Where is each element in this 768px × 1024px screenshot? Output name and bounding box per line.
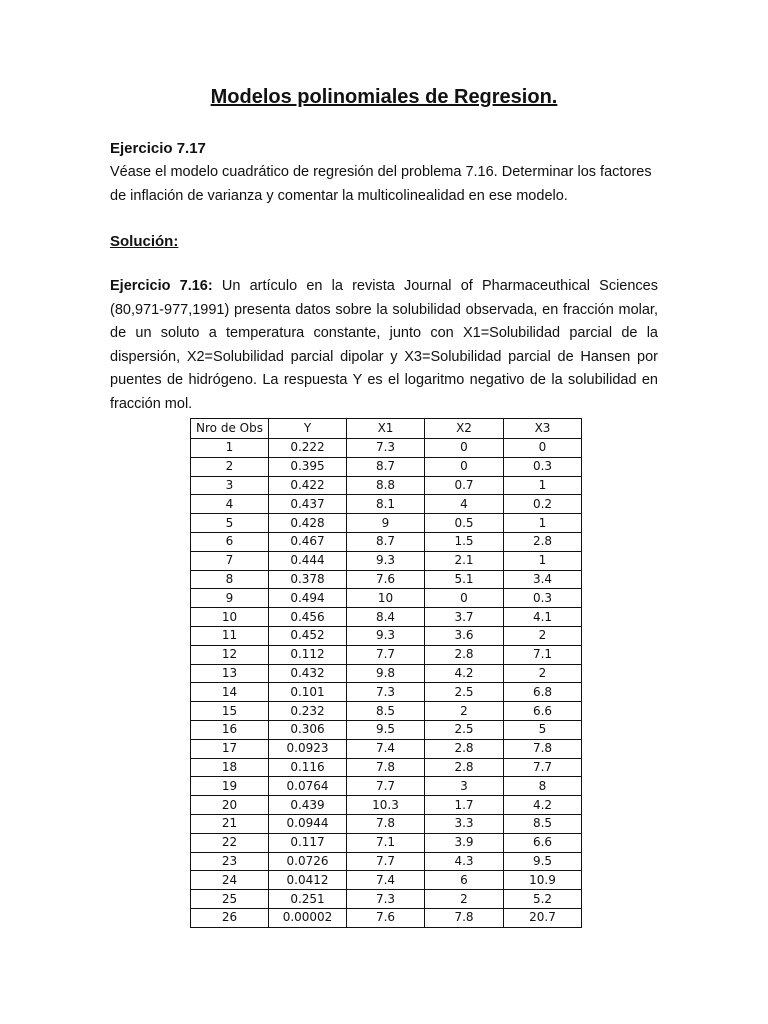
cell-x1: 7.7 [347,645,425,664]
cell-x1: 8.8 [347,476,425,495]
cell-x3: 5.2 [504,890,582,909]
cell-y: 0.101 [269,683,347,702]
cell-x1: 8.5 [347,702,425,721]
cell-x2: 3.6 [425,626,504,645]
cell-obs: 1 [191,439,269,458]
cell-x2: 0 [425,457,504,476]
cell-obs: 11 [191,626,269,645]
cell-obs: 12 [191,645,269,664]
cell-x2: 0.5 [425,514,504,533]
cell-x3: 10.9 [504,871,582,890]
cell-y: 0.117 [269,833,347,852]
cell-obs: 18 [191,758,269,777]
cell-x1: 7.8 [347,814,425,833]
cell-x3: 6.6 [504,833,582,852]
cell-x3: 8.5 [504,814,582,833]
cell-x1: 7.3 [347,439,425,458]
cell-x3: 6.6 [504,702,582,721]
cell-x1: 7.3 [347,683,425,702]
cell-x3: 4.1 [504,608,582,627]
cell-x2: 3 [425,777,504,796]
cell-x3: 2.8 [504,532,582,551]
cell-y: 0.112 [269,645,347,664]
cell-x1: 7.7 [347,852,425,871]
cell-x1: 7.3 [347,890,425,909]
table-row [191,664,582,683]
cell-obs: 25 [191,890,269,909]
cell-x3: 20.7 [504,908,582,927]
table-row [191,457,582,476]
cell-x2: 1.7 [425,796,504,815]
table-row [191,495,582,514]
cell-y: 0.251 [269,890,347,909]
cell-x1: 9 [347,514,425,533]
cell-obs: 7 [191,551,269,570]
table-row [191,514,582,533]
cell-y: 0.444 [269,551,347,570]
cell-obs: 14 [191,683,269,702]
cell-y: 0.0944 [269,814,347,833]
cell-x2: 4.3 [425,852,504,871]
cell-y: 0.428 [269,514,347,533]
cell-x1: 7.7 [347,777,425,796]
cell-x3: 9.5 [504,852,582,871]
cell-x2: 1.5 [425,532,504,551]
cell-y: 0.232 [269,702,347,721]
cell-obs: 13 [191,664,269,683]
cell-obs: 4 [191,495,269,514]
cell-x2: 2 [425,890,504,909]
cell-x1: 7.4 [347,871,425,890]
cell-obs: 3 [191,476,269,495]
cell-obs: 16 [191,720,269,739]
table-row [191,608,582,627]
cell-x1: 7.6 [347,908,425,927]
cell-x3: 0 [504,439,582,458]
data-table-container [190,418,582,928]
cell-y: 0.456 [269,608,347,627]
cell-x3: 0.2 [504,495,582,514]
cell-x1: 7.1 [347,833,425,852]
cell-obs: 15 [191,702,269,721]
cell-x2: 5.1 [425,570,504,589]
cell-obs: 19 [191,777,269,796]
problem-statement [110,275,658,416]
cell-obs: 26 [191,908,269,927]
cell-x1: 8.7 [347,457,425,476]
cell-x2: 3.7 [425,608,504,627]
table-row [191,720,582,739]
cell-x1: 10 [347,589,425,608]
cell-x1: 8.1 [347,495,425,514]
page-title: Modelos polinomiales de Regresion. [210,86,558,108]
cell-x2: 2.1 [425,551,504,570]
cell-x2: 7.8 [425,908,504,927]
cell-obs: 10 [191,608,269,627]
cell-x2: 2.8 [425,645,504,664]
cell-x2: 0.7 [425,476,504,495]
table-row [191,796,582,815]
cell-x3: 8 [504,777,582,796]
table-row [191,626,582,645]
cell-obs: 2 [191,457,269,476]
cell-x3: 2 [504,626,582,645]
table-row [191,758,582,777]
cell-x2: 2.5 [425,683,504,702]
cell-x2: 3.9 [425,833,504,852]
table-row [191,739,582,758]
cell-x3: 1 [504,551,582,570]
data-table [190,418,582,928]
cell-x3: 5 [504,720,582,739]
cell-y: 0.116 [269,758,347,777]
header-x1: X1 [347,419,425,439]
cell-x2: 3.3 [425,814,504,833]
table-row [191,683,582,702]
cell-obs: 21 [191,814,269,833]
table-row [191,871,582,890]
cell-x3: 0.3 [504,457,582,476]
cell-x1: 7.6 [347,570,425,589]
header-nro-obs: Nro de Obs [191,419,269,439]
cell-y: 0.378 [269,570,347,589]
cell-x2: 4 [425,495,504,514]
cell-y: 0.467 [269,532,347,551]
table-row [191,852,582,871]
cell-y: 0.494 [269,589,347,608]
exercise-heading: Ejercicio 7.17 [110,140,206,157]
cell-x1: 10.3 [347,796,425,815]
cell-x3: 6.8 [504,683,582,702]
cell-obs: 22 [191,833,269,852]
table-row [191,589,582,608]
cell-y: 0.437 [269,495,347,514]
cell-x3: 0.3 [504,589,582,608]
cell-obs: 23 [191,852,269,871]
table-header-row [191,419,582,439]
cell-x3: 1 [504,476,582,495]
table-row [191,645,582,664]
cell-x1: 7.8 [347,758,425,777]
table-row [191,833,582,852]
problem-label: Ejercicio 7.16: [110,278,213,294]
cell-x2: 2.8 [425,739,504,758]
table-row [191,890,582,909]
cell-obs: 9 [191,589,269,608]
table-row [191,532,582,551]
cell-x3: 4.2 [504,796,582,815]
cell-y: 0.395 [269,457,347,476]
cell-y: 0.439 [269,796,347,815]
cell-x1: 8.4 [347,608,425,627]
cell-x2: 0 [425,439,504,458]
header-y: Y [269,419,347,439]
cell-x3: 2 [504,664,582,683]
cell-y: 0.222 [269,439,347,458]
cell-x3: 1 [504,514,582,533]
cell-obs: 20 [191,796,269,815]
cell-x3: 7.7 [504,758,582,777]
cell-x1: 9.5 [347,720,425,739]
cell-y: 0.432 [269,664,347,683]
cell-obs: 6 [191,532,269,551]
cell-x3: 3.4 [504,570,582,589]
cell-y: 0.0923 [269,739,347,758]
table-row [191,908,582,927]
cell-x1: 9.3 [347,626,425,645]
cell-x2: 2.8 [425,758,504,777]
cell-y: 0.00002 [269,908,347,927]
cell-obs: 8 [191,570,269,589]
problem-text: Un artículo en la revista Journal of Pharmaceuthical Sciences (80,971-977,1991) presenta datos sobre la solubilidad observada, en fracción molar, de un soluto a temperatura constante, junto con X1=Solubilidad parcial de la dispersión, X2=Solubilidad parcial dipolar y X3=Solubilidad parcial de Hansen por puentes de hidrógeno. La respuesta Y es el logaritmo negativo de la solubilidad en fracción mol. [110,278,658,412]
cell-x1: 7.4 [347,739,425,758]
exercise-text: Véase el modelo cuadrático de regresión del problema 7.16. Determinar los factores de inflación de varianza y comentar la multicolinealidad en ese modelo. [110,164,652,204]
header-x2: X2 [425,419,504,439]
cell-y: 0.306 [269,720,347,739]
table-row [191,777,582,796]
cell-x3: 7.8 [504,739,582,758]
table-body [191,439,582,928]
header-x3: X3 [504,419,582,439]
cell-x2: 0 [425,589,504,608]
cell-x2: 2.5 [425,720,504,739]
cell-x2: 6 [425,871,504,890]
table-row [191,814,582,833]
solution-heading: Solución: [110,233,179,250]
cell-x1: 9.8 [347,664,425,683]
cell-x2: 4.2 [425,664,504,683]
cell-obs: 5 [191,514,269,533]
cell-x1: 8.7 [347,532,425,551]
cell-y: 0.0764 [269,777,347,796]
cell-x3: 7.1 [504,645,582,664]
cell-y: 0.0726 [269,852,347,871]
cell-y: 0.422 [269,476,347,495]
cell-obs: 24 [191,871,269,890]
cell-x2: 2 [425,702,504,721]
table-row [191,702,582,721]
cell-y: 0.0412 [269,871,347,890]
table-row [191,570,582,589]
cell-obs: 17 [191,739,269,758]
table-row [191,439,582,458]
cell-x1: 9.3 [347,551,425,570]
cell-y: 0.452 [269,626,347,645]
table-row [191,476,582,495]
table-row [191,551,582,570]
